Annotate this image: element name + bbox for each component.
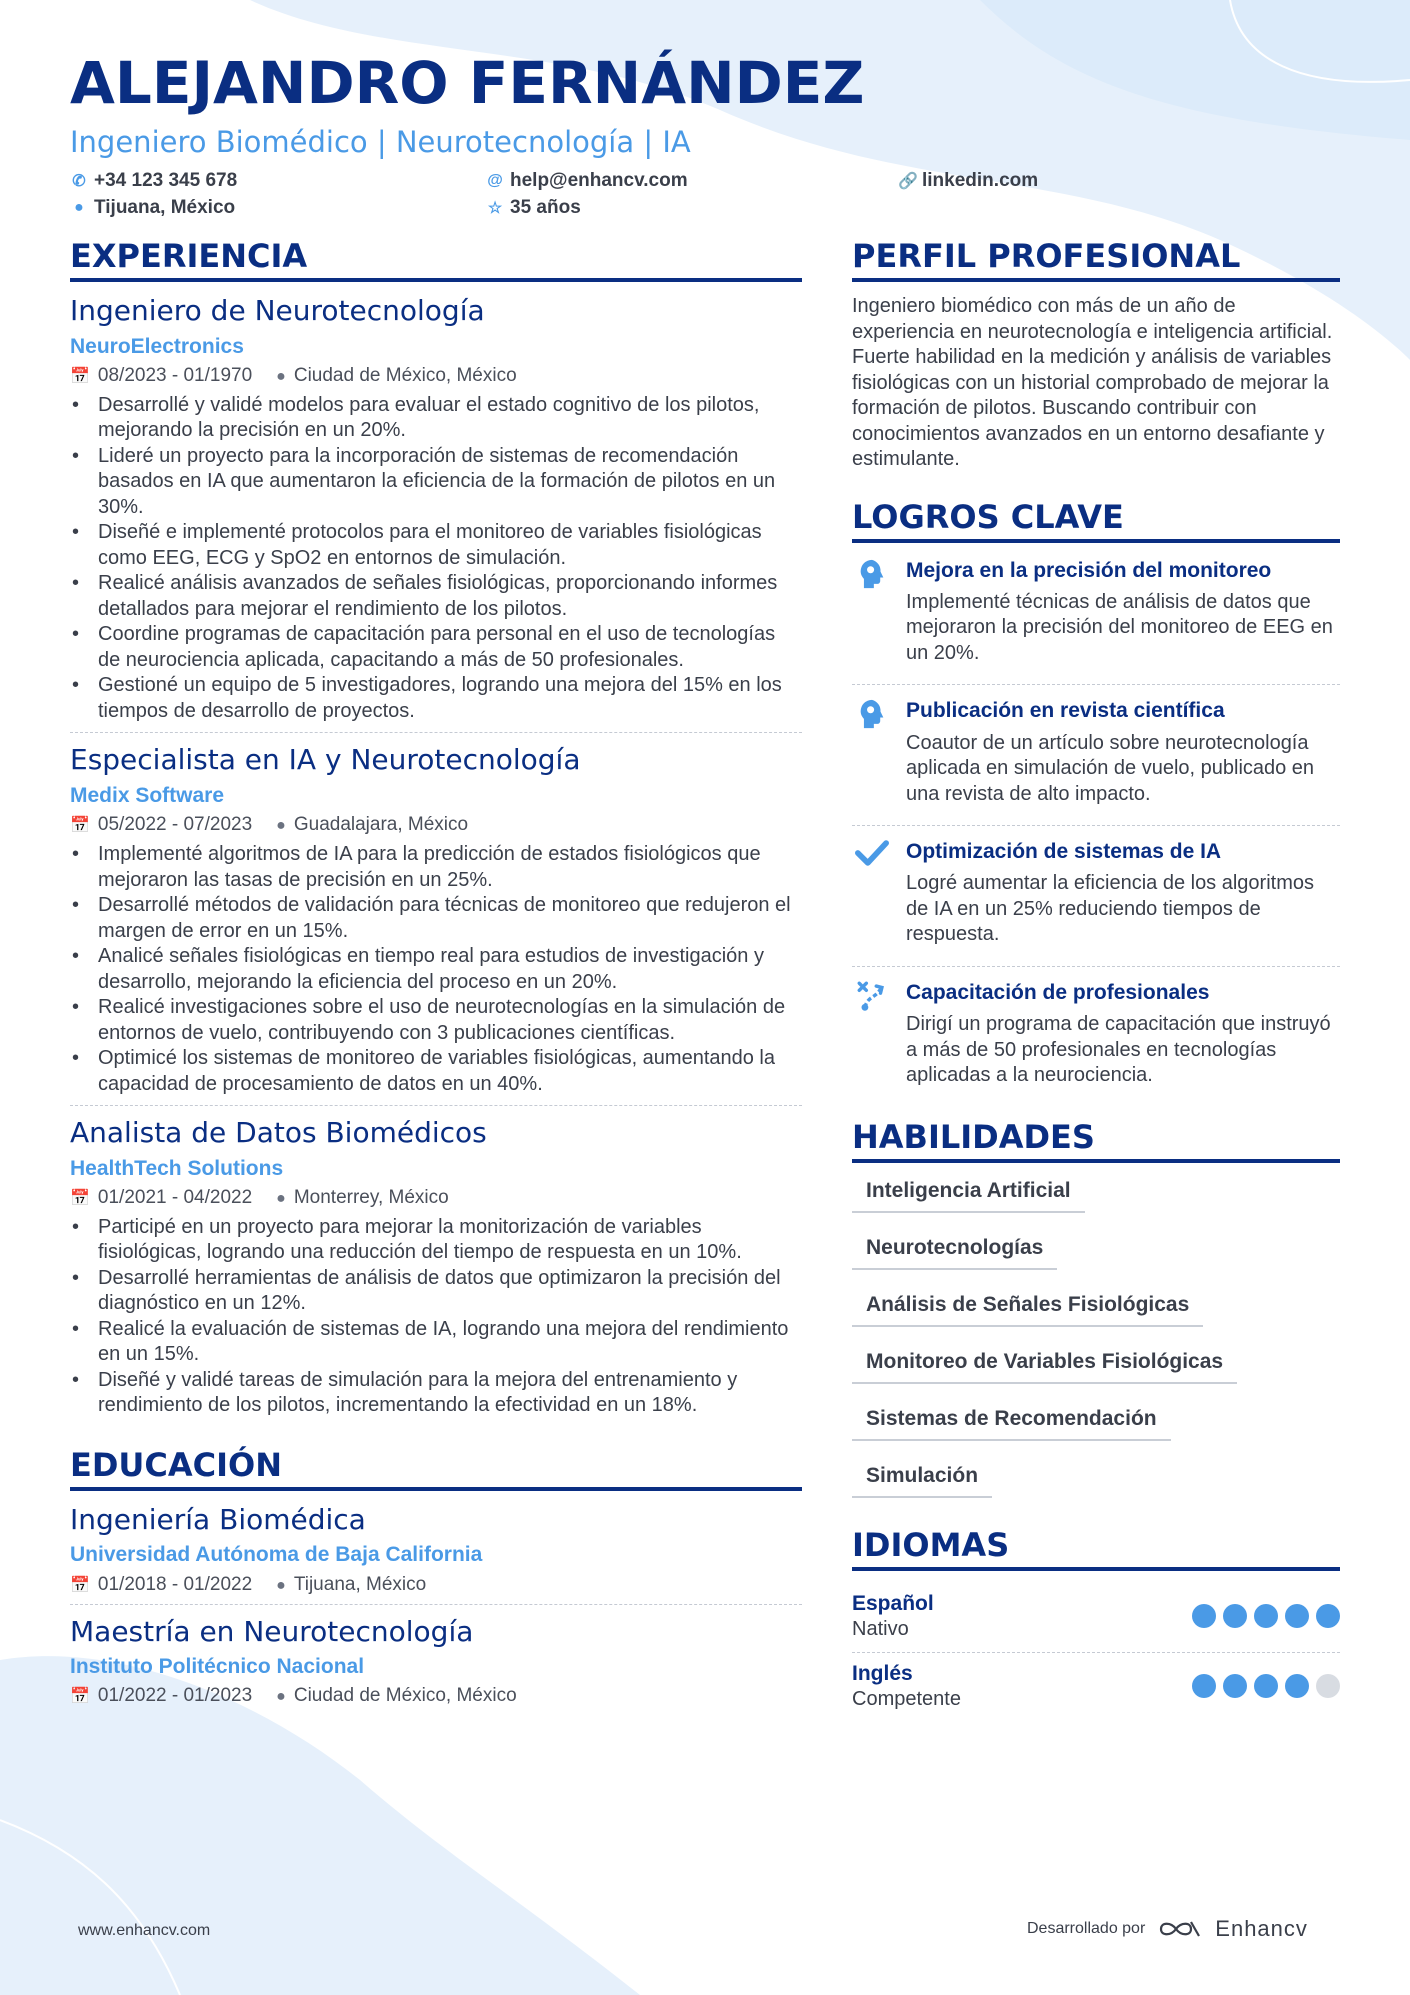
education-dates: 01/2018 - 01/2022 [97, 1573, 253, 1595]
experience-entry [70, 743, 802, 1097]
location-contact [70, 197, 235, 219]
skills-list [852, 1175, 1340, 1517]
language-rating [1192, 1674, 1340, 1698]
headline: Ingeniero Biomédico | Neurotecnología | IA [70, 125, 691, 159]
skill-tag: Análisis de Señales Fisiológicas [852, 1289, 1203, 1327]
achievement-item [852, 695, 1340, 817]
company-name: NeuroElectronics [70, 334, 244, 358]
checkmark-icon [852, 838, 892, 948]
achievements-heading: LOGROS CLAVE [852, 501, 1340, 543]
experience-entry [70, 1116, 802, 1419]
bullet-item: • Realicé análisis avanzados de señales fisiológicas, proporcionando informes detallados para mejorar el rendimiento de los pilotos. [70, 571, 802, 622]
candidate-name: ALEJANDRO FERNÁNDEZ [70, 49, 865, 117]
rating-dot-filled [1285, 1604, 1309, 1628]
job-title: Ingeniero de Neurotecnología [70, 294, 485, 327]
strategy-route-icon [852, 979, 892, 1089]
skill-tag: Sistemas de Recomendación [852, 1403, 1171, 1441]
achievement-text: Dirigí un programa de capacitación que instruyó a más de 50 profesionales en tecnologías aplicadas a la neurociencia. [906, 1013, 1331, 1087]
map-pin-icon: ● [276, 1576, 286, 1594]
achievement-title: Mejora en la precisión del monitoreo [906, 558, 1272, 582]
rating-dot-filled [1223, 1604, 1247, 1628]
calendar-icon: 📅 [70, 1688, 90, 1706]
enhancv-logo-icon [1157, 1918, 1203, 1940]
map-pin-icon: ● [276, 1688, 286, 1706]
skill-tag: Simulación [852, 1460, 992, 1498]
phone-icon: ✆ [72, 173, 86, 190]
profile-heading: PERFIL PROFESIONAL [852, 240, 1340, 282]
rating-dot-filled [1223, 1674, 1247, 1698]
map-pin-icon: ● [276, 1189, 286, 1207]
divider [852, 966, 1340, 967]
education-heading: EDUCACIÓN [70, 1449, 802, 1491]
divider [70, 1604, 802, 1605]
education-location: Ciudad de México, México [293, 1685, 517, 1707]
job-title: Especialista en IA y Neurotecnología [70, 743, 581, 777]
calendar-icon: 📅 [70, 1189, 90, 1207]
email-text[interactable]: help@enhancv.com [510, 170, 688, 191]
calendar-icon: 📅 [70, 817, 90, 835]
school-name: Universidad Autónoma de Baja California [70, 1543, 483, 1567]
school-name: Instituto Politécnico Nacional [70, 1655, 365, 1679]
language-item [852, 1583, 1340, 1652]
bullet-item: • Desarrollé métodos de validación para técnicas de monitoreo que redujeron el margen de error en un 15%. [70, 893, 802, 944]
achievement-text: Logré aumentar la eficiencia de los algoritmos de IA en un 25% reduciendo tiempos de respuesta. [906, 872, 1314, 946]
job-dates: 05/2022 - 07/2023 [97, 814, 253, 836]
achievement-text: Coautor de un artículo sobre neurotecnología aplicada en simulación de vuelo, publicado en una revista de alto impacto. [906, 731, 1315, 805]
language-item [852, 1653, 1340, 1722]
profile-summary: Ingeniero biomédico con más de un año de experiencia en neurotecnología e inteligencia artificial. Fuerte habilidad en la medición y análisis de variables fisiológicas con un historial comprobado de mejorar la formación de pilotos. Buscando contribuir con conocimientos avanzados en un entorno desafiante y estimulante. [852, 295, 1333, 470]
education-entry [70, 1503, 802, 1596]
left-column [70, 237, 802, 1707]
company-name: Medix Software [70, 783, 225, 807]
rating-dot-filled [1285, 1674, 1309, 1698]
age-contact [486, 197, 581, 219]
job-title: Analista de Datos Biomédicos [70, 1116, 487, 1150]
achievement-title: Capacitación de profesionales [906, 980, 1210, 1004]
bullet-item: • Desarrollé herramientas de análisis de datos que optimizaron la precisión del diagnóstico en un 12%. [70, 1266, 802, 1317]
bullet-item: • Desarrollé y validé modelos para evaluar el estado cognitivo de los pilotos, mejorando la precisión en un 20%. [70, 393, 802, 444]
company-name: HealthTech Solutions [70, 1156, 284, 1180]
link-icon: 🔗 [898, 173, 918, 190]
job-meta [70, 1187, 802, 1209]
bullet-item: • Realicé la evaluación de sistemas de IA, logrando una mejora del rendimiento en un 15%. [70, 1317, 802, 1368]
education-dates: 01/2022 - 01/2023 [97, 1685, 253, 1707]
skills-heading: HABILIDADES [852, 1121, 1340, 1163]
bullet-item: • Implementé algoritmos de IA para la predicción de estados fisiológicos que mejoraron las tasas de precisión en un 25%. [70, 842, 802, 893]
map-pin-icon: ● [276, 817, 286, 835]
achievement-title: Optimización de sistemas de IA [906, 840, 1222, 864]
at-icon: @ [487, 172, 503, 189]
achievement-title: Publicación en revista científica [906, 699, 1225, 723]
education-location: Tijuana, México [293, 1573, 427, 1595]
map-pin-icon: ● [276, 367, 286, 385]
divider [852, 684, 1340, 685]
calendar-icon: 📅 [70, 367, 90, 385]
job-location: Monterrey, México [293, 1186, 449, 1208]
bullet-item: • Participé en un proyecto para mejorar la monitorización de variables fisiológicas, logrando una reducción del tiempo de respuesta en un 10%. [70, 1215, 802, 1266]
achievement-item [852, 836, 1340, 958]
rating-dot-filled [1316, 1604, 1340, 1628]
achievement-item [852, 555, 1340, 677]
skill-tag: Monitoreo de Variables Fisiológicas [852, 1346, 1237, 1384]
achievement-item [852, 977, 1340, 1099]
divider [70, 1105, 802, 1106]
language-name: Inglés [852, 1661, 913, 1685]
bullet-item: • Realicé investigaciones sobre el uso de neurotecnologías en la simulación de entornos de vuelo, contribuyendo con 3 publicaciones científicas. [70, 995, 802, 1046]
rating-dot-filled [1254, 1674, 1278, 1698]
rating-dot-filled [1192, 1674, 1216, 1698]
bullet-item: • Diseñé y validé tareas de simulación para la mejora del entrenamiento y rendimiento de los pilotos, incrementando la efectividad en un 18%. [70, 1368, 802, 1419]
job-dates: 08/2023 - 01/1970 [97, 364, 253, 386]
language-rating [1192, 1604, 1340, 1628]
linkedin-contact[interactable] [898, 170, 1038, 192]
language-level: Nativo [852, 1617, 909, 1640]
degree-title: Maestría en Neurotecnología [70, 1614, 474, 1648]
star-icon: ☆ [487, 200, 503, 217]
job-location: Guadalajara, México [293, 814, 469, 836]
footer-site[interactable]: www.enhancv.com [78, 1922, 211, 1939]
degree-title: Ingeniería Biomédica [70, 1502, 366, 1536]
job-meta [70, 814, 802, 836]
job-bullets [70, 1215, 802, 1419]
languages-heading: IDIOMAS [852, 1529, 1340, 1571]
rating-dot-empty [1316, 1674, 1340, 1698]
map-pin-icon: ● [74, 199, 84, 216]
powered-by-text: Desarrollado por [1027, 1920, 1146, 1937]
brain-head-icon [852, 557, 892, 667]
calendar-icon: 📅 [70, 1576, 90, 1594]
achievement-text: Implementé técnicas de análisis de datos que mejoraron la precisión del monitoreo de EEG en un 20%. [906, 590, 1333, 664]
bullet-item: • Optimicé los sistemas de monitoreo de variables fisiológicas, aumentando la capacidad de procesamiento de datos en un 40%. [70, 1046, 802, 1097]
job-meta [70, 365, 802, 387]
email-contact[interactable] [486, 170, 688, 192]
rating-dot-filled [1192, 1604, 1216, 1628]
bullet-item: • Coordine programas de capacitación para personal en el uso de tecnologías de neurociencia aplicada, capacitando a más de 50 profesionales. [70, 622, 802, 673]
bullet-item: • Analicé señales fisiológicas en tiempo real para estudios de investigación y desarrollo, mejorando la eficiencia del proceso en un 20%. [70, 944, 802, 995]
language-level: Competente [852, 1688, 961, 1711]
job-bullets [70, 393, 802, 725]
education-entry [70, 1615, 802, 1708]
skill-tag: Neurotecnologías [852, 1232, 1057, 1270]
brain-head-icon [852, 697, 892, 807]
divider [852, 825, 1340, 826]
bullet-item: • Gestioné un equipo de 5 investigadores, logrando una mejora del 15% en los tiempos de desarrollo de proyectos. [70, 673, 802, 724]
age-text: 35 años [510, 197, 581, 218]
education-meta [70, 1685, 802, 1707]
phone-contact [70, 170, 237, 192]
language-name: Español [852, 1591, 934, 1615]
footer-branding [1027, 1916, 1308, 1942]
skill-tag: Inteligencia Artificial [852, 1175, 1085, 1213]
phone-text: +34 123 345 678 [94, 170, 238, 191]
linkedin-text[interactable]: linkedin.com [922, 170, 1039, 191]
experience-entry [70, 294, 802, 724]
bullet-item: • Lideré un proyecto para la incorporación de sistemas de recomendación basados en IA que aumentaron la eficiencia de la formación de pilotos en un 30%. [70, 444, 802, 521]
job-location: Ciudad de México, México [293, 364, 517, 386]
right-column [852, 237, 1340, 1722]
divider [70, 732, 802, 733]
job-bullets [70, 842, 802, 1097]
education-meta [70, 1574, 802, 1596]
brand-name: Enhancv [1215, 1916, 1308, 1941]
experience-heading: EXPERIENCIA [70, 240, 802, 282]
job-dates: 01/2021 - 04/2022 [97, 1186, 253, 1208]
location-text: Tijuana, México [94, 197, 236, 218]
rating-dot-filled [1254, 1604, 1278, 1628]
bullet-item: • Diseñé e implementé protocolos para el monitoreo de variables fisiológicas como EEG, ECG y SpO2 en entornos de simulación. [70, 520, 802, 571]
